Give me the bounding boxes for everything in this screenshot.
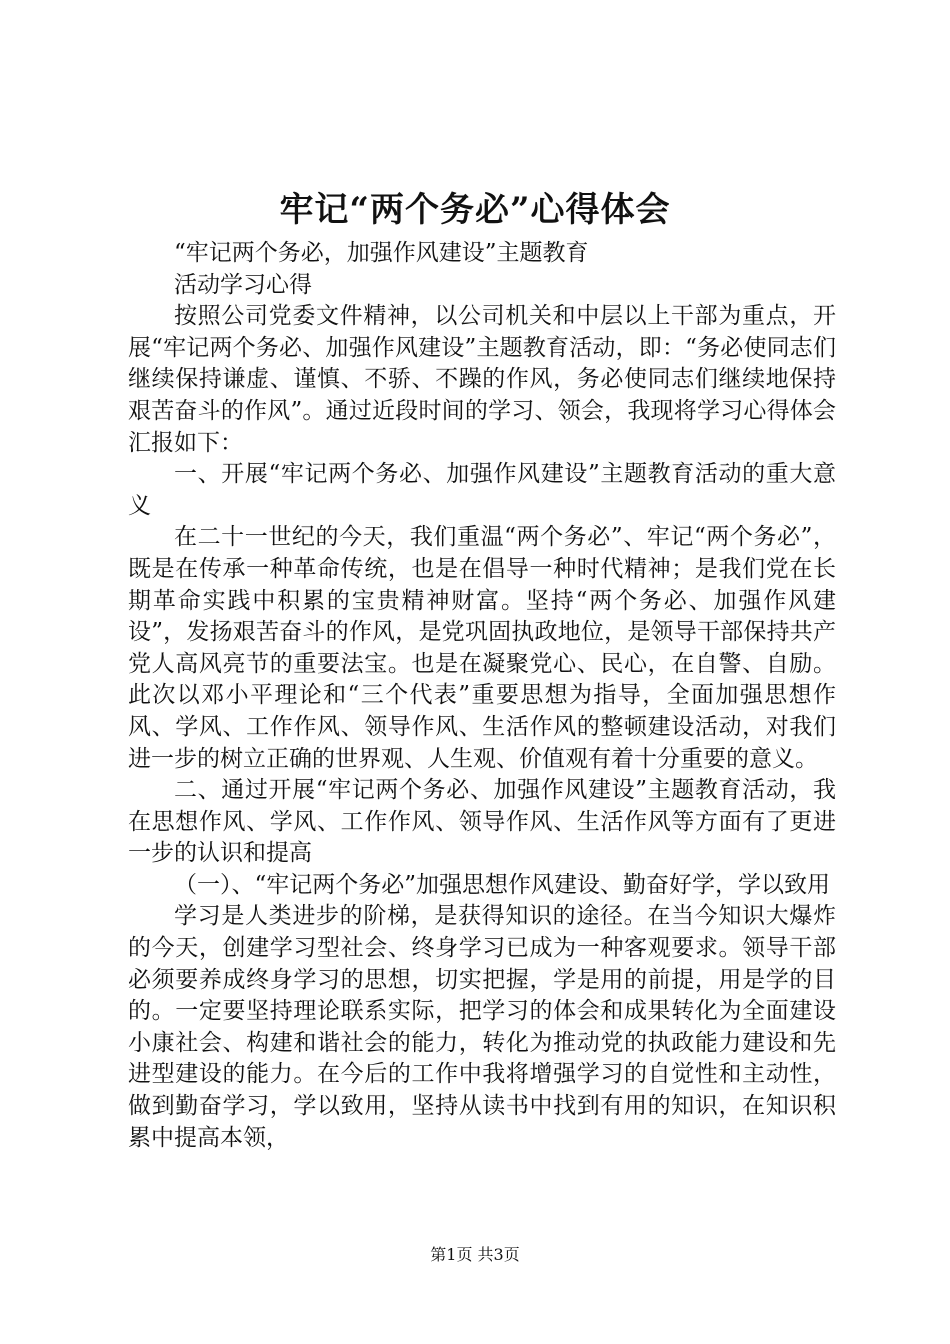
paragraph-significance: 在二十一世纪的今天，我们重温“两个务必”、牢记“两个务必”，既是在传承一种革命传统，也是在倡导一种时代精神；是我们党在长期革命实践中积累的宝贵精神财富。坚持“两个务必、加强作风建设”，发扬艰苦奋斗的作风，是党巩固执政地位，是领导干部保持共产党人高风亮节的重要法宝。也是在凝聚党心、民心，在自警、自励。此次以邓小平理论和“三个代表”重要思想为指导，全面加强思想作风、学风、工作作风、领导作风、生活作风的整顿建设活动，对我们进一步的树立正确的世界观、人生观、价值观有着十分重要的意义。 — [128, 524, 836, 772]
document-title: 牢记“两个务必”心得体会 — [279, 190, 671, 230]
paragraph-learning: 学习是人类进步的阶梯，是获得知识的途径。在当今知识大爆炸的今天，创建学习型社会、终身学习已成为一种客观要求。领导干部必须要养成终身学习的思想，切实把握，学是用的前提，用是学的目的。一定要坚持理论联系实际，把学习的体会和成果转化为全面建设小康社会、构建和谐社会的能力，转化为推动党的执政能力建设和先进型建设的能力。在今后的工作中我将增强学习的自觉性和主动性，做到勤奋学习，学以致用，坚持从读书中找到有用的知识，在知识积累中提高本领， — [128, 903, 836, 1151]
paragraph-intro: 按照公司党委文件精神，以公司机关和中层以上干部为重点，开展“牢记两个务必、加强作风建设”主题教育活动，即：“务必使同志们继续保持谦虚、谨慎、不骄、不躁的作风，务必使同志们继续地保持艰苦奋斗的作风”。通过近段时间的学习、领会，我现将学习心得体会汇报如下： — [128, 303, 836, 456]
subtitle-line-1: “牢记两个务必，加强作风建设”主题教育 — [174, 240, 589, 266]
page-footer: 第1页 共3页 — [430, 1245, 520, 1264]
section-heading-1: 一、开展“牢记两个务必、加强作风建设”主题教育活动的重大意义 — [128, 461, 836, 519]
document-body — [128, 238, 836, 1154]
subsection-heading-1: （一）、“牢记两个务必”加强思想作风建设、勤奋好学，学以致用 — [174, 871, 831, 898]
subtitle-line-2: 活动学习心得 — [174, 271, 312, 298]
section-heading-2: 二、通过开展“牢记两个务必、加强作风建设”主题教育活动，我在思想作风、学风、工作作风、领导作风、生活作风等方面有了更进一步的认识和提高 — [128, 777, 836, 867]
